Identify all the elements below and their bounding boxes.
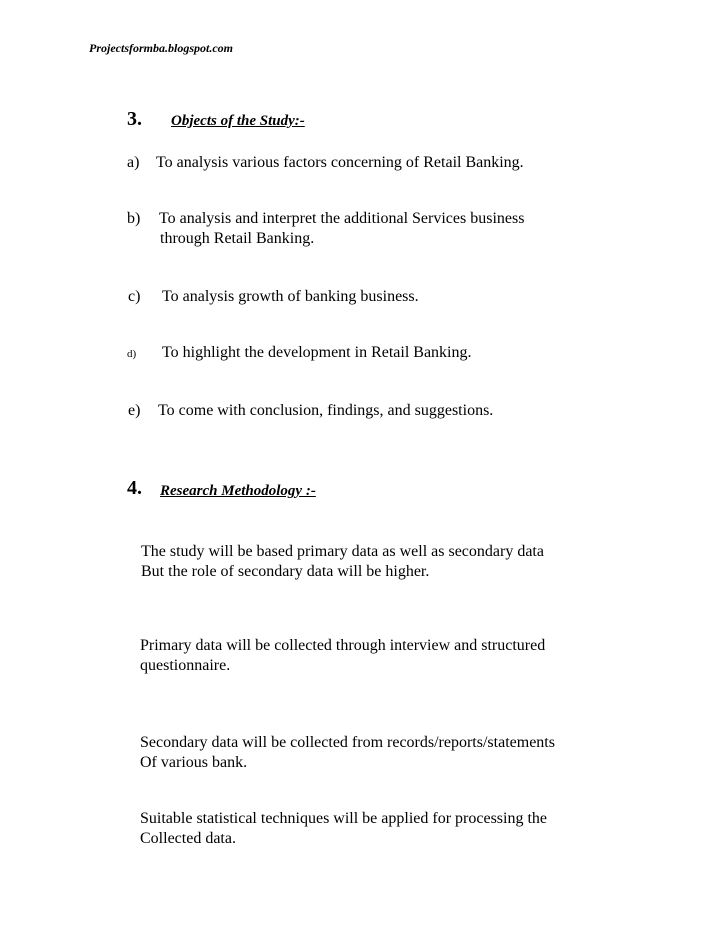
paragraph: [140, 636, 545, 676]
list-item-text: To analysis and interpret the additional Services business: [159, 210, 525, 227]
list-marker: e): [128, 402, 141, 419]
section-4-title: Research Methodology :-: [160, 483, 316, 499]
list-marker: d): [127, 348, 137, 360]
paragraph-line: Suitable statistical techniques will be applied for processing the: [140, 810, 548, 827]
list-marker: a): [127, 154, 140, 171]
paragraph-line: The study will be based primary data as well as secondary data: [141, 543, 544, 560]
list-item-text: To analysis various factors concerning of Retail Banking.: [156, 154, 524, 171]
section-3-title: Objects of the Study:-: [171, 113, 305, 129]
paragraph: [140, 733, 555, 773]
list-item-text: To highlight the development in Retail Banking.: [162, 344, 472, 361]
paragraph-line: Collected data.: [140, 830, 236, 847]
list-item-text: To analysis growth of banking business.: [162, 288, 419, 305]
paragraph-line: Primary data will be collected through interview and structured: [140, 637, 546, 654]
paragraph-line: questionnaire.: [140, 657, 231, 674]
paragraph: [140, 809, 547, 849]
paragraph-line: Secondary data will be collected from records/reports/statements: [140, 734, 555, 751]
list-item-text: through Retail Banking.: [160, 230, 315, 247]
section-4-number: 4.: [127, 477, 142, 499]
list-marker: c): [128, 288, 141, 305]
paragraph: [141, 542, 544, 582]
section-3-number: 3.: [127, 108, 142, 130]
site-header: Projectsformba.blogspot.com: [89, 41, 233, 55]
list-marker: b): [127, 210, 141, 227]
paragraph-line: But the role of secondary data will be higher.: [141, 563, 430, 580]
paragraph-line: Of various bank.: [140, 754, 248, 771]
list-item-text: To come with conclusion, findings, and suggestions.: [158, 402, 494, 419]
